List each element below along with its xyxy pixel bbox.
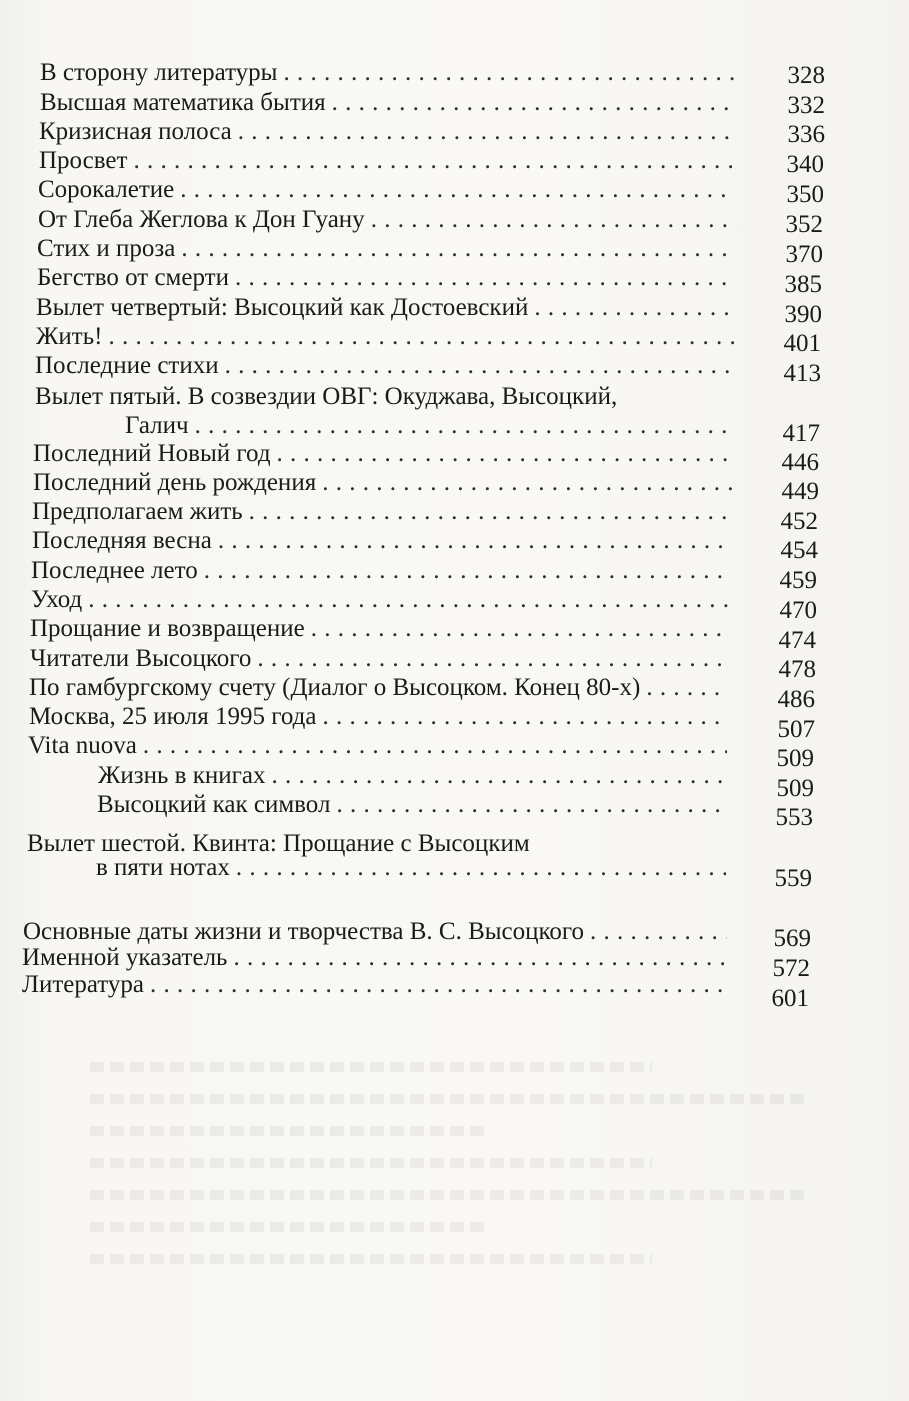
toc-entry-title: Сорокалетие (38, 176, 175, 203)
leader-dots (236, 853, 726, 882)
leader-dots (257, 644, 729, 673)
toc-entry (96, 853, 732, 882)
leader-dots (332, 88, 734, 117)
toc-entry (29, 673, 734, 702)
toc-entry (125, 411, 739, 440)
toc-entry (22, 970, 732, 999)
toc-entry-page: 559 (774, 865, 812, 892)
leader-dots (108, 322, 735, 351)
toc-entry-page: 417 (782, 420, 820, 447)
leader-dots (277, 439, 732, 468)
toc-entry-page: 350 (786, 181, 824, 208)
leader-dots (150, 970, 726, 999)
toc-entry (36, 322, 741, 351)
toc-entry-page: 474 (778, 627, 816, 654)
toc-entry-page: 486 (777, 686, 815, 713)
leader-dots (322, 468, 732, 497)
toc-entry-title: Читатели Высоцкого (30, 645, 252, 672)
toc-entry (40, 58, 740, 87)
leader-dots (283, 58, 734, 87)
toc-entry-title: Основные даты жизни и творчества В. С. Высоцкого (23, 918, 585, 945)
leader-dots (233, 943, 726, 972)
toc-entry-title: Кризисная полоса (39, 118, 232, 145)
toc-entry (39, 146, 739, 175)
leader-dots (238, 117, 733, 146)
toc-entry-title: Вылет шестой. Квинта: Прощание с Высоцким (27, 830, 530, 857)
toc-entry-title: Vita nuova (28, 732, 137, 759)
leader-dots (249, 497, 731, 526)
leader-dots (272, 761, 728, 790)
toc-entry-page: 509 (776, 775, 814, 802)
leader-dots (88, 585, 730, 614)
toc-entry-page: 601 (771, 985, 809, 1012)
toc-entry-title: Москва, 25 июля 1995 года (29, 703, 317, 730)
toc-entry (30, 644, 735, 673)
toc-entry-title-continued: в пяти нотах (96, 854, 230, 881)
leader-dots (322, 702, 728, 731)
toc-entry (22, 943, 732, 972)
toc-entry-page: 507 (777, 716, 815, 743)
toc-entry-title: Литература (22, 971, 144, 998)
toc-entry-page: 328 (787, 62, 825, 89)
toc-entry-title: В сторону литературы (40, 59, 278, 86)
toc-entry-title: От Глеба Жеглова к Дон Гуану (38, 206, 365, 233)
toc-entry-page: 572 (772, 955, 810, 982)
toc-entry (23, 917, 733, 946)
leader-dots (180, 175, 732, 204)
toc-entry (38, 175, 738, 204)
toc-entry (31, 556, 736, 585)
toc-entry (98, 761, 733, 790)
toc-entry-page: 332 (787, 92, 825, 119)
toc-entry (32, 526, 737, 555)
toc-entry-title-continued: Галич (125, 412, 189, 439)
toc-entry (33, 439, 738, 468)
toc-entry (37, 234, 742, 263)
leader-dots (646, 673, 728, 702)
toc-entry-page: 401 (783, 330, 821, 357)
toc-entry-title: Вылет четвертый: Высоцкий как Достоевский (36, 294, 529, 321)
toc-entry-title: Последние стихи (35, 352, 219, 379)
toc-entry-title: Стих и проза (37, 235, 176, 262)
leader-dots (181, 234, 736, 263)
leader-dots (311, 614, 729, 643)
leader-dots (143, 731, 727, 760)
toc-entry-page: 352 (785, 211, 823, 238)
toc-entry-title: Уход (31, 586, 83, 613)
toc-entry-page: 509 (776, 745, 814, 772)
toc-entry-page: 449 (781, 478, 819, 505)
toc-entry (39, 117, 739, 146)
toc-entry-title: Именной указатель (22, 944, 228, 971)
toc-entry-page: 413 (783, 360, 821, 387)
leader-dots (336, 790, 726, 819)
toc-entry-title: Бегство от смерти (37, 264, 229, 291)
toc-entry-page: 385 (784, 271, 822, 298)
toc-entry-page: 478 (778, 656, 816, 683)
toc-entry-page: 370 (785, 241, 823, 268)
leader-dots (218, 526, 731, 555)
toc-entry-title: Последний день рождения (33, 469, 317, 496)
toc-entry-page: 446 (781, 449, 819, 476)
toc-entry-title: Просвет (39, 147, 128, 174)
toc-entry-page: 336 (787, 121, 825, 148)
leader-dots (204, 556, 730, 585)
toc-entry (29, 702, 734, 731)
toc-entry-page: 452 (780, 508, 818, 535)
toc-entry (31, 585, 736, 614)
toc-entry (38, 205, 743, 234)
leader-dots (371, 205, 737, 234)
leader-dots (590, 917, 727, 946)
toc-entry (36, 293, 741, 322)
leader-dots (235, 263, 736, 292)
toc-entry-title: Высоцкий как символ (97, 791, 331, 818)
toc-entry-page: 340 (786, 151, 824, 178)
toc-entry (37, 263, 742, 292)
leader-dots (195, 411, 733, 440)
toc-entry-page: 553 (775, 804, 813, 831)
toc-entry-page: 390 (784, 301, 822, 328)
toc-entry-page: 459 (779, 567, 817, 594)
toc-entry-title: Вылет пятый. В созвездии ОВГ: Окуджава, Высоцкий, (35, 383, 618, 410)
toc-entry-page: 569 (773, 925, 811, 952)
toc-entry (40, 88, 740, 117)
toc-entry-title: Высшая математика бытия (40, 89, 326, 116)
toc-entry-title: Прощание и возвращение (30, 615, 305, 642)
leader-dots (225, 351, 734, 380)
toc-entry-title: Предполагаем жить (32, 498, 243, 525)
toc-entry-title: Жизнь в книгах (98, 762, 266, 789)
toc-entry (35, 351, 740, 380)
toc-entry (28, 731, 733, 760)
toc-entry-title: По гамбургскому счету (Диалог о Высоцком. Конец 80-х) (29, 674, 641, 701)
toc-entry-title: Последняя весна (32, 527, 212, 554)
toc-entry-title: Последний Новый год (33, 440, 271, 467)
toc-entry (30, 614, 735, 643)
toc-entry-title: Жить! (36, 323, 103, 350)
toc-entry-page: 470 (779, 597, 817, 624)
toc-entry (97, 790, 732, 819)
toc-entry-title: Последнее лето (31, 557, 198, 584)
leader-dots (534, 293, 735, 322)
toc-entry-page: 454 (780, 537, 818, 564)
toc-entry (33, 468, 738, 497)
toc-entry (32, 497, 737, 526)
leader-dots (133, 146, 733, 175)
